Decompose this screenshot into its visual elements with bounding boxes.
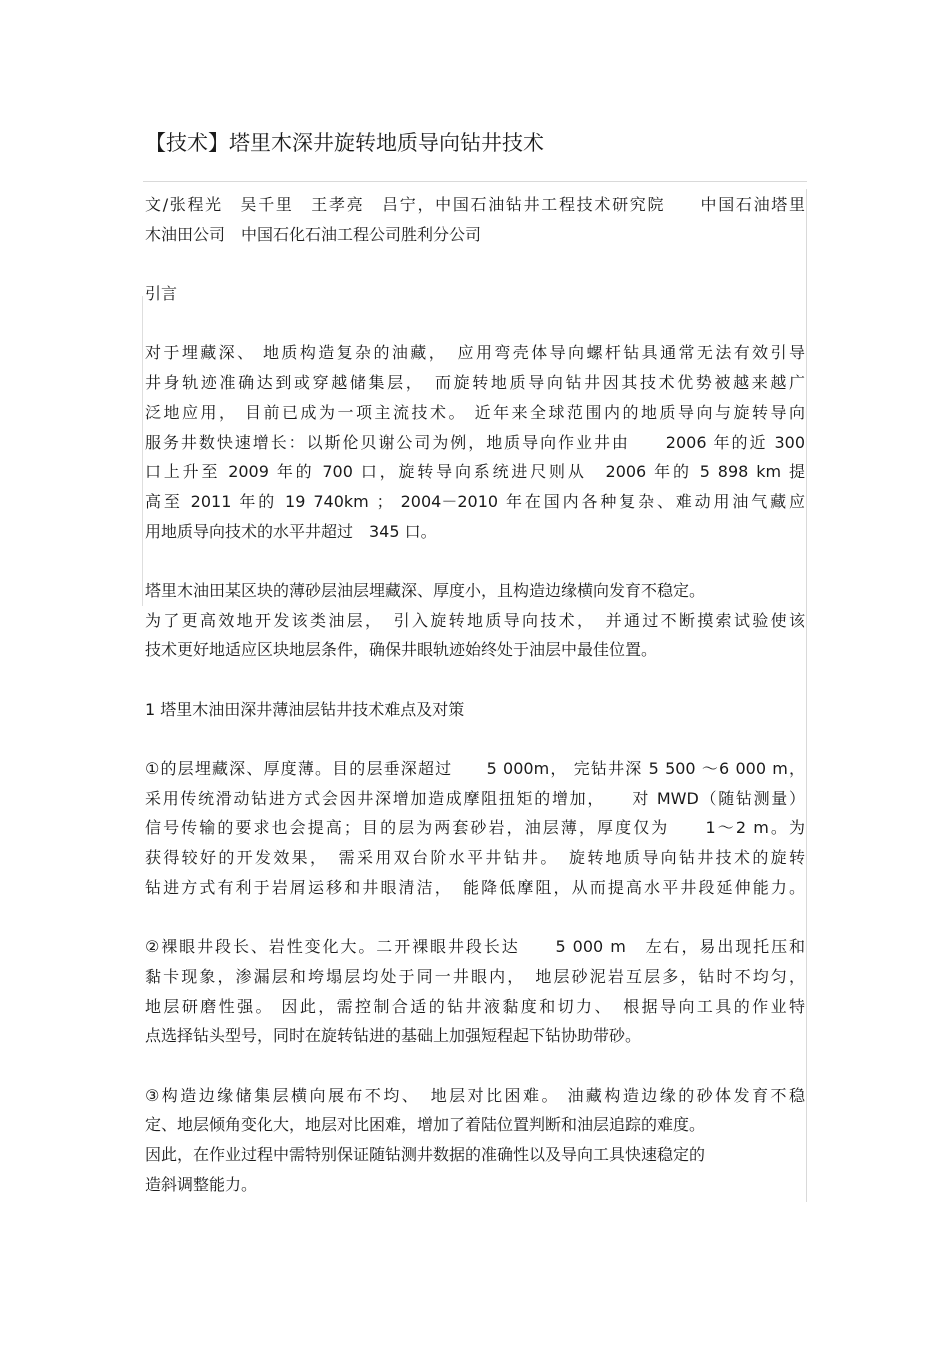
text-line: ②裸眼井段长、岩性变化大。二开裸眼井段长达 5 000 m 左右，易出现托压和: [145, 937, 805, 957]
text-line: 定、地层倾角变化大，地层对比困难，增加了着陆位置判断和油层追踪的难度。: [145, 1115, 706, 1135]
text-line: ③构造边缘储集层横向展布不均、 地层对比困难。 油藏构造边缘的砂体发育不稳: [145, 1085, 805, 1105]
intro-heading: [145, 279, 807, 309]
body-paragraph: [145, 932, 807, 1051]
header-divider: [143, 181, 807, 182]
text-line: 木油田公司 中国石化石油工程公司胜利分公司: [145, 224, 482, 244]
text-line: 口上升至 2009 年的 700 口，旋转导向系统进尺则从 2006 年的 5 898 km 提: [145, 462, 805, 482]
text-line: ①的层埋藏深、厚度薄。目的层垂深超过 5 000m， 完钻井深 5 500 ～6 000 m，: [145, 759, 805, 779]
text-line: 黏卡现象，渗漏层和垮塌层均处于同一井眼内， 地层砂泥岩互层多，钻时不均匀，: [145, 966, 805, 986]
body-paragraph: [145, 754, 807, 902]
author-line: [145, 190, 807, 249]
text-line: 井身轨迹准确达到或穿越储集层， 而旋转地质导向钻井因其技术优势被越来越广: [145, 373, 805, 393]
text-line: 采用传统滑动钻进方式会因井深增加造成摩阻扭矩的增加， 对 MWD（随钻测量）: [145, 788, 805, 808]
text-line: 因此，在作业过程中需特别保证随钻测井数据的准确性以及导向工具快速稳定的: [145, 1145, 706, 1164]
section-heading-block: [145, 695, 807, 725]
left-border-line: [142, 296, 143, 606]
text-line: 为了更高效地开发该类油层， 引入旋转地质导向技术， 并通过不断摸索试验使该: [145, 610, 805, 630]
text-line: 钻进方式有利于岩屑运移和井眼清洁， 能降低摩阻，从而提高水平井段延伸能力。: [145, 877, 805, 897]
text-line: 高至 2011 年的 19 740km ； 2004－2010 年在国内各种复杂、难动用油气藏应: [145, 491, 805, 511]
paragraph-list: [145, 338, 807, 1199]
text-line: 技术更好地适应区块地层条件，确保井眼轨迹始终处于油层中最佳位置。: [145, 640, 658, 660]
text-line: 1 塔里木油田深井薄油层钻井技术难点及对策: [145, 699, 465, 719]
body-paragraph: [145, 338, 807, 546]
body-paragraph: [145, 1081, 807, 1200]
text-line: 文/张程光 吴千里 王孝亮 吕宁，中国石油钻井工程技术研究院 中国石油塔里: [145, 195, 805, 214]
text-line: 造斜调整能力。: [145, 1174, 258, 1194]
text-line: 地层研磨性强。 因此，需控制合适的钻井液黏度和切力、 根据导向工具的作业特: [145, 996, 805, 1016]
article-title: 【技术】塔里木深井旋转地质导向钻井技术: [145, 131, 544, 155]
text-line: 获得较好的开发效果， 需采用双台阶水平井钻井。 旋转地质导向钻井技术的旋转: [145, 848, 805, 868]
section-heading: 引言: [145, 284, 178, 304]
text-line: 塔里木油田某区块的薄砂层油层埋藏深、厚度小，且构造边缘横向发育不稳定。: [145, 580, 706, 600]
body-paragraph: [145, 576, 807, 665]
text-line: 泛地应用， 目前已成为一项主流技术。 近年来全球范围内的地质导向与旋转导向: [145, 402, 805, 422]
text-line: 点选择钻头型号，同时在旋转钻进的基础上加强短程起下钻协助带砂。: [145, 1026, 642, 1046]
text-line: 用地质导向技术的水平井超过 345 口。: [145, 521, 437, 541]
text-line: 信号传输的要求也会提高；目的层为两套砂岩，油层薄，厚度仅为 1～2 m。为: [145, 818, 805, 838]
text-line: 对于埋藏深、 地质构造复杂的油藏， 应用弯壳体导向螺杆钻具通常无法有效引导: [145, 343, 805, 363]
text-line: 服务井数快速增长：以斯伦贝谢公司为例，地质导向作业井由 2006 年的近 300: [145, 432, 805, 452]
article-body: [145, 190, 807, 1229]
